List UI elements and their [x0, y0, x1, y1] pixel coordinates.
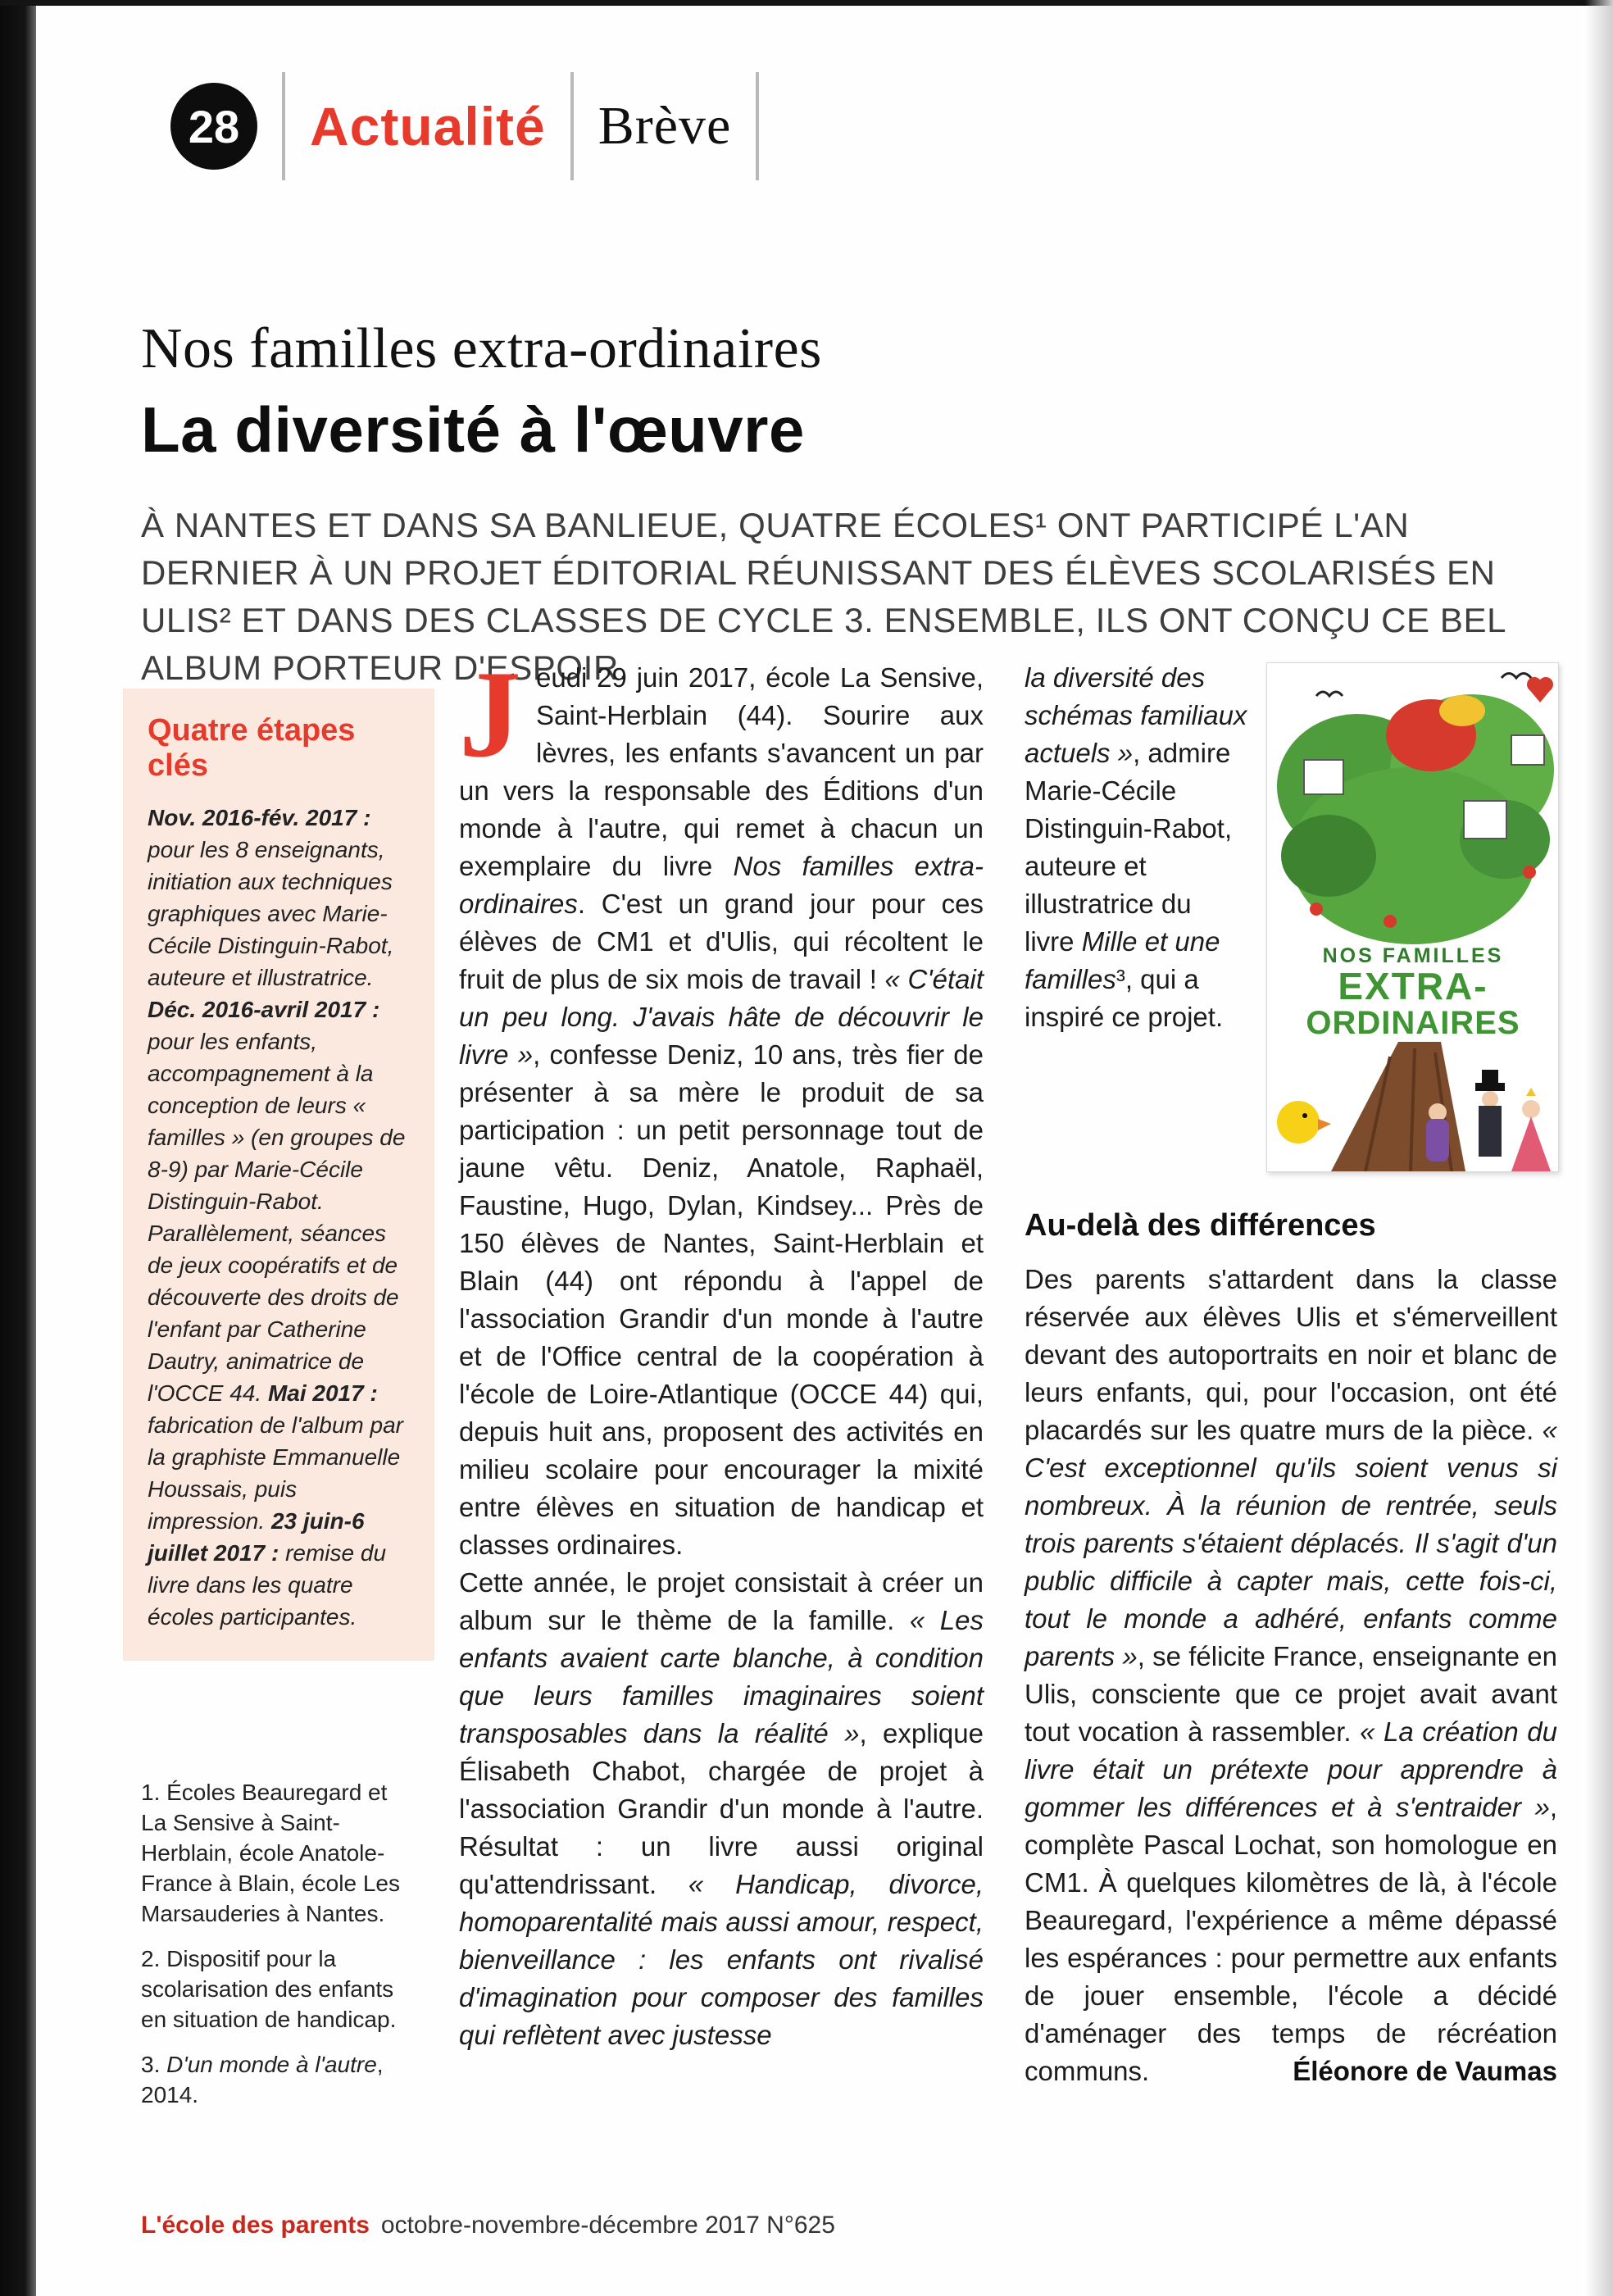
article-subhead: Au-delà des différences — [1025, 1208, 1376, 1243]
cover-title-line1: NOS FAMILLES — [1322, 944, 1504, 967]
framed-drawing — [1511, 735, 1544, 765]
cover-title-line3: ORDINAIRES — [1306, 1005, 1520, 1041]
bird-icon — [1502, 674, 1531, 679]
sidebar-key-steps — [123, 689, 434, 1661]
quote-continuation: la diversité des schémas familiaux actuels », admire Marie-Cécile Distinguin-Rabot, auteure et illustratrice du livre Mille et une familles³, qui a inspiré ce projet. — [1025, 662, 1247, 1032]
figure-head — [1429, 1103, 1447, 1121]
figure-head — [1482, 1091, 1498, 1107]
foliage-shape — [1281, 815, 1376, 897]
paragraph-2-text: Cette année, le projet consistait à créer un album sur le thème de la famille. « Les enfants avaient carte blanche, à condition que leurs familles imaginaires soient transposables dans la réalité », explique Élisabeth Chabot, chargée de projet à l'association Grandir d'un monde à l'autre. Résultat : un livre aussi original qu'attendrissant. « Handicap, divorce, homoparentalité mais aussi amour, respect, bienveillance : les enfants ont rivalisé d'imagination pour composer des familles qui reflètent avec justesse — [459, 1567, 984, 2050]
masthead-divider — [282, 72, 285, 180]
top-hat — [1482, 1070, 1498, 1084]
article-title: La diversité à l'œuvre — [141, 393, 805, 466]
masthead — [170, 69, 784, 184]
page-number-badge — [170, 83, 257, 170]
yellow-patch — [1439, 695, 1485, 726]
book-cover-illustration — [1267, 663, 1558, 1171]
issue-info: octobre-novembre-décembre 2017 N°625 — [380, 2212, 835, 2239]
article-standfirst: À NANTES ET DANS SA BANLIEUE, QUATRE ÉCOLES¹ ONT PARTICIPÉ L'AN DERNIER À UN PROJET ÉDITORIAL RÉUNISSANT DES ÉLÈVES SCOLARISÉS EN ULIS² ET DANS DES CLASSES DE CYCLE 3. ENSEMBLE, ILS ONT CONÇU CE BEL ALBUM PORTEUR D'ESPOIR. — [141, 506, 1506, 687]
book-cover — [1266, 662, 1559, 1172]
apple-shape — [1384, 915, 1397, 928]
masthead-divider — [570, 72, 574, 180]
framed-drawing — [1304, 760, 1343, 794]
page-number: 28 — [188, 100, 240, 152]
chick-figure — [1277, 1101, 1320, 1143]
article-paragraph-1 — [459, 645, 984, 1564]
page-footer — [141, 2212, 835, 2239]
rubric-label: Brève — [597, 96, 732, 156]
footnote-3: 3. D'un monde à l'autre, 2014. — [141, 2052, 384, 2107]
paragraph-1-text: eudi 29 juin 2017, école La Sensive, Saint-Herblain (44). Sourire aux lèvres, les enfants s'avancent un par un vers la responsable des Éditions d'un monde à l'autre, qui remet à chacun un exemplaire du livre Nos familles extra-ordinaires. C'est un grand jour pour ces élèves de CM1 et d'Ulis, qui récoltent le fruit de plus de six mois de travail ! « C'était un peu long. J'avais hâte de découvrir le livre », confesse Deniz, 10 ans, très fier de présenter à sa mère le produit de sa participation : un petit personnage tout de jaune vêtu. Deniz, Anatole, Raphaël, Faustine, Hugo, Dylan, Kindsey... Près de 150 élèves de Nantes, Saint-Herblain et Blain (44) ont répondu à l'appel de l'association Grandir d'un monde à l'autre et de l'Office central de la coopération à l'école de Loire-Atlantique (OCCE 44) qui, depuis huit ans, proposent des activités en milieu scolaire pour encourager la mixité entre élèves en situation de handicap et classes ordinaires. — [459, 662, 984, 1560]
scan-edge-left — [0, 0, 36, 2296]
article-author: Éléonore de Vaumas — [1293, 2056, 1557, 2086]
scan-edge-right — [1585, 0, 1613, 2296]
footnote-1: 1. Écoles Beauregard et La Sensive à Saint-Herblain, école Anatole-France à Blain, école Les Marsauderies à Nantes. — [141, 1780, 400, 1926]
apple-shape — [1523, 866, 1536, 879]
apple-shape — [1310, 902, 1323, 916]
top-hat-brim — [1475, 1083, 1505, 1091]
framed-drawing — [1464, 801, 1506, 839]
headline-block — [141, 316, 1559, 692]
dropcap: J — [459, 645, 521, 783]
article-paragraph-4: Des parents s'attardent dans la classe réservée aux élèves Ulis et s'émerveillent devant des autoportraits en noir et blanc de leurs enfants, qui, pour l'occasion, ont été placardés sur les quatre murs de la pièce. « C'est exceptionnel qu'ils soient venus si nombreux. À la réunion de rentrée, seuls trois parents s'étaient déplacés. Il s'agit d'un public difficile à capter mais, cette fois-ci, tout le monde a adhéré, enfants comme parents », se félicite France, enseignante en Ulis, consciente que ce projet avait avant tout vocation à rassembler. « La création du livre était un prétexte pour apprendre à gommer les différences et à s'entraider », complète Pascal Lochat, son homologue en CM1. À quelques kilomètres de là, à l'école Beauregard, l'expérience a même dépassé les espérances : pour permettre aux enfants de jouer ensemble, l'école a décidé d'aménager des temps de récréation communs. — [1025, 1264, 1558, 2086]
scan-edge-top — [0, 0, 1613, 6]
chick-eye — [1302, 1113, 1307, 1118]
heart-icon — [1528, 688, 1552, 702]
article-kicker: Nos familles extra-ordinaires — [141, 317, 822, 380]
sidebar-title: Quatre étapes clés — [148, 713, 356, 783]
princess-dress — [1511, 1116, 1551, 1171]
magazine-name: L'école des parents — [141, 2212, 370, 2239]
footnote-2: 2. Dispositif pour la scolarisation des enfants en situation de handicap. — [141, 1946, 397, 2032]
article-paragraph-2 — [459, 1564, 984, 2054]
princess-crown — [1526, 1088, 1536, 1096]
hat-figure-body — [1479, 1106, 1502, 1157]
purple-figure — [1426, 1119, 1449, 1162]
article-column-middle — [459, 645, 984, 2054]
footnotes — [141, 1777, 411, 2125]
section-label: Actualité — [310, 96, 546, 157]
bird-icon — [1316, 692, 1343, 696]
princess-head — [1522, 1100, 1540, 1118]
chick-beak — [1318, 1119, 1331, 1130]
masthead-divider — [756, 72, 759, 180]
sidebar-body: Nov. 2016-fév. 2017 : pour les 8 enseignants, initiation aux techniques graphiques avec Marie-Cécile Distinguin-Rabot, auteure et illustratrice. Déc. 2016-avril 2017 : pour les enfants, accompagnement à la conception de leurs « familles » (en groupes de 8-9) par Marie-Cécile Distinguin-Rabot. Parallèlement, séances de jeux coopératifs et de découverte des droits de l'enfant par Catherine Dautry, animatrice de l'OCCE 44. Mai 2017 : fabrication de l'album par la graphiste Emmanuelle Houssais, puis impression. 23 juin-6 juillet 2017 : remise du livre dans les quatre écoles participantes. — [148, 805, 406, 1630]
cover-title-line2: EXTRA- — [1338, 965, 1488, 1007]
